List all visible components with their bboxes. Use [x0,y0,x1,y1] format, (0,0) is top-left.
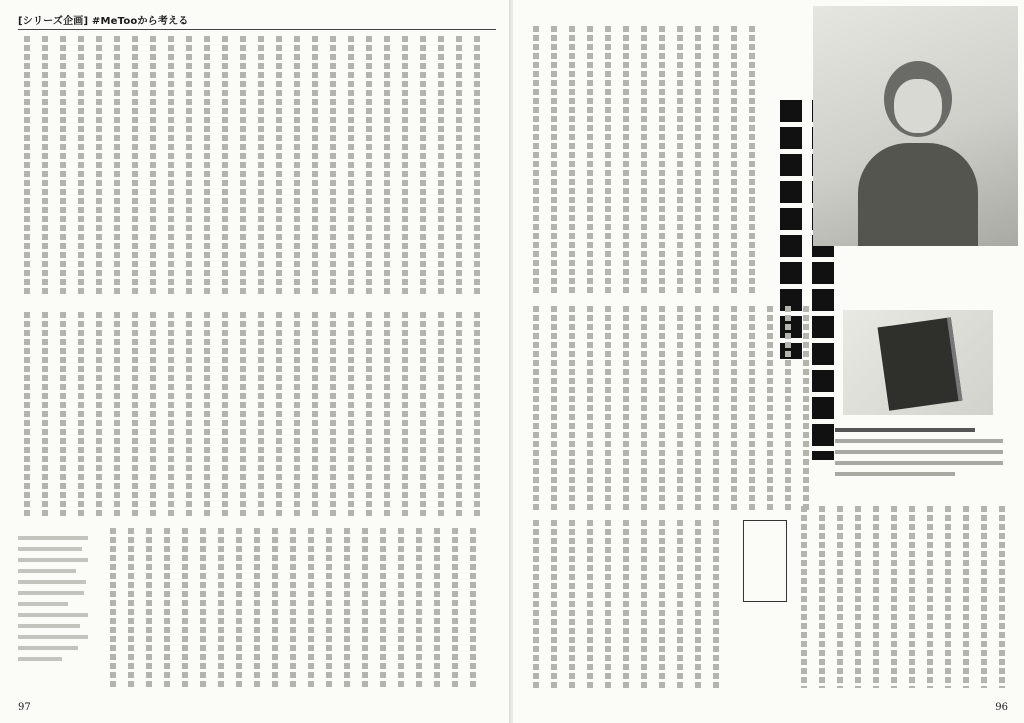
text-column [563,26,580,296]
text-column [464,528,481,688]
footnote-line [18,591,84,595]
text-column [320,528,337,688]
text-column [653,306,670,511]
text-column [72,312,89,517]
text-column [468,312,485,517]
page-number: 97 [18,702,31,713]
text-column [90,312,107,517]
text-column [671,26,688,296]
text-column [266,528,283,688]
text-column [306,36,323,296]
text-column [450,36,467,296]
text-column [563,520,580,688]
text-column [324,312,341,517]
text-column [581,26,598,296]
text-column [939,506,956,688]
text-column [108,36,125,296]
text-column [599,26,616,296]
upper-text-tier [527,26,763,296]
text-column [396,36,413,296]
text-column [581,520,598,688]
text-column [527,26,544,296]
text-column [779,306,796,511]
text-column [162,312,179,517]
text-column [360,312,377,517]
text-column [104,528,121,688]
text-column [270,36,287,296]
text-column [635,306,652,511]
footnote-line [18,646,78,650]
text-column [707,306,724,511]
portrait-body [858,143,978,246]
text-column [689,26,706,296]
footnote-line [18,580,86,584]
text-column [653,26,670,296]
text-column [252,312,269,517]
text-column [671,306,688,511]
text-column [342,36,359,296]
text-column [342,312,359,517]
text-column [212,528,229,688]
right-page [513,0,1024,723]
text-column [54,36,71,296]
text-column [18,312,35,517]
text-column [18,36,35,296]
text-column [378,312,395,517]
text-column [761,306,778,511]
text-column [126,312,143,517]
text-column [198,36,215,296]
footnote-line [18,547,82,551]
text-column [831,506,848,688]
text-column [797,306,814,511]
footnote-line [18,602,68,606]
text-column [180,312,197,517]
text-column [903,506,920,688]
text-column [689,520,706,688]
caption-line [835,450,1003,454]
text-column [126,36,143,296]
text-column [36,36,53,296]
text-column [428,528,445,688]
text-column [194,528,211,688]
lower-text-tier [104,528,498,688]
upper-text-tier [18,36,498,296]
book-cover [878,317,963,410]
text-column [230,528,247,688]
text-column [921,506,938,688]
text-column [468,36,485,296]
text-column [599,520,616,688]
text-column [288,312,305,517]
text-column [72,36,89,296]
footnote-line [18,657,62,661]
book-caption [835,428,1005,488]
photo-caption [821,252,1011,288]
text-column [90,36,107,296]
text-column [432,312,449,517]
footnote-line [18,558,88,562]
text-column [653,520,670,688]
text-column [180,36,197,296]
text-column [527,306,544,511]
text-column [707,520,724,688]
text-column [324,36,341,296]
header-rule [18,29,496,30]
caption-line [835,439,1003,443]
text-column [144,36,161,296]
text-column [849,506,866,688]
right-text-tier [795,506,1009,688]
text-column [867,506,884,688]
text-column [725,306,742,511]
text-column [54,312,71,517]
text-column [284,528,301,688]
middle-text-tier [527,306,827,511]
text-column [216,36,233,296]
text-column [234,36,251,296]
text-column [270,312,287,517]
text-column [374,528,391,688]
text-column [234,312,251,517]
text-column [378,36,395,296]
footnote-line [18,569,76,573]
text-column [689,306,706,511]
text-column [743,26,760,296]
page-number: 96 [995,702,1008,713]
text-column [975,506,992,688]
text-column [563,306,580,511]
footnotes [18,536,90,686]
text-column [396,312,413,517]
text-column [993,506,1010,688]
text-column [635,26,652,296]
text-column [122,528,139,688]
text-column [392,528,409,688]
text-column [302,528,319,688]
left-page [0,0,511,723]
text-column [410,528,427,688]
text-column [527,520,544,688]
text-column [617,306,634,511]
text-column [599,306,616,511]
text-column [306,312,323,517]
text-column [617,26,634,296]
text-column [198,312,215,517]
middle-text-tier [18,312,498,517]
footnote-line [18,536,88,540]
text-column [36,312,53,517]
footnote-line [18,624,80,628]
text-column [635,520,652,688]
caption-line [835,472,955,476]
text-column [545,306,562,511]
book-photo [843,310,993,415]
text-column [144,312,161,517]
text-column [162,36,179,296]
portrait-photo [813,6,1018,246]
text-column [140,528,157,688]
caption-line [835,428,975,432]
text-column [432,36,449,296]
text-column [795,506,812,688]
text-column [707,26,724,296]
text-column [108,312,125,517]
text-column [545,520,562,688]
text-column [671,520,688,688]
text-column [813,506,830,688]
text-column [581,306,598,511]
text-column [957,506,974,688]
lower-text-tier [527,520,733,688]
text-column [617,520,634,688]
text-column [725,26,742,296]
text-column [338,528,355,688]
footnote-line [18,613,88,617]
text-column [885,506,902,688]
series-header: [シリーズ企画] #MeTooから考える [18,16,189,27]
footnote-line [18,635,88,639]
text-column [216,312,233,517]
text-column [288,36,305,296]
text-column [248,528,265,688]
text-column [743,306,760,511]
text-column [450,312,467,517]
text-column [158,528,175,688]
text-column [176,528,193,688]
text-column [545,26,562,296]
text-column [446,528,463,688]
text-column [356,528,373,688]
text-column [360,36,377,296]
text-column [414,36,431,296]
text-column [252,36,269,296]
portrait-figure [858,61,978,246]
subheading-box [743,520,787,602]
text-column [414,312,431,517]
caption-line [835,461,1003,465]
portrait-face [894,79,942,133]
